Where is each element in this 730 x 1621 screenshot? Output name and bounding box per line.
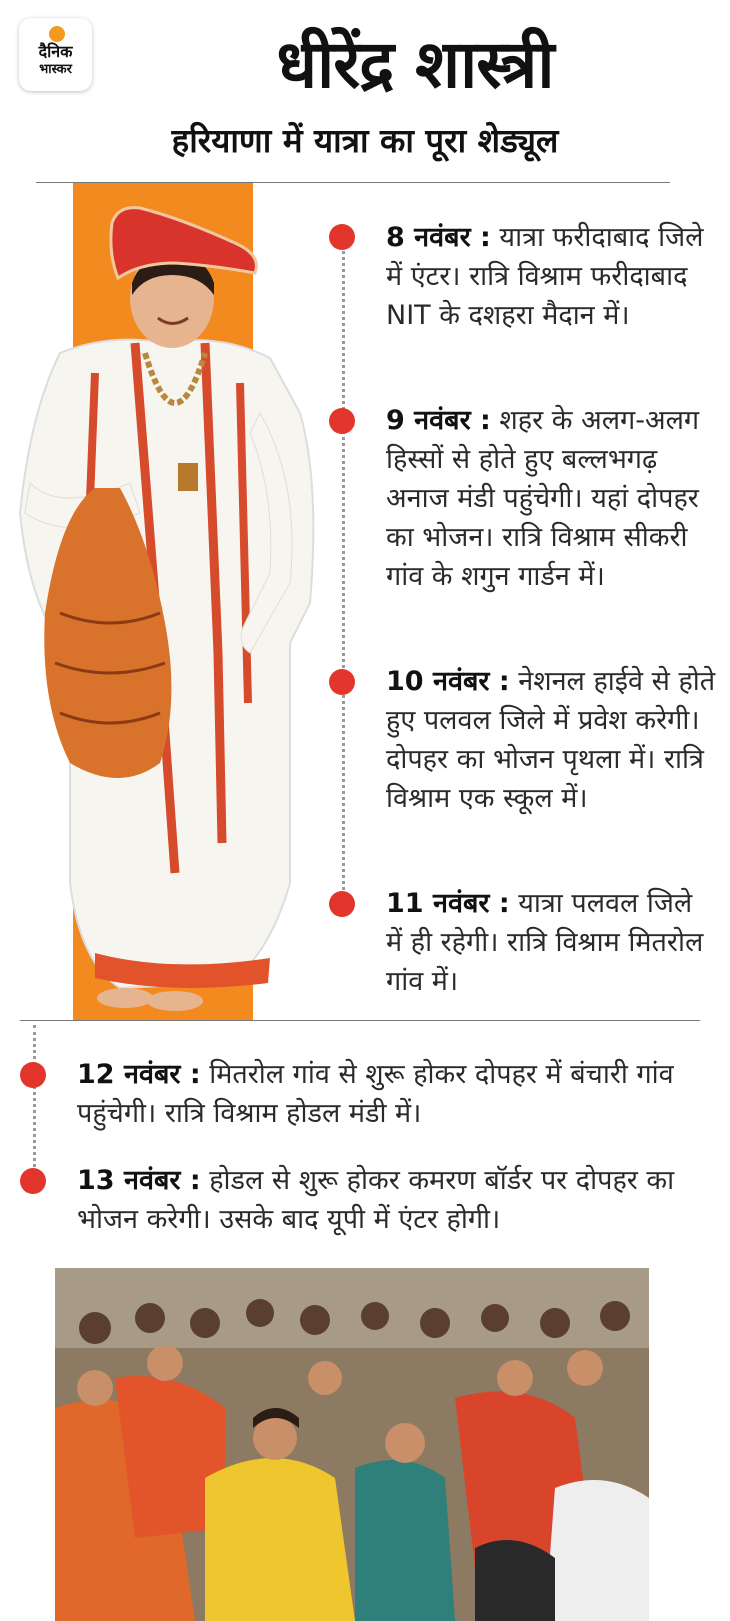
timeline-line	[342, 238, 345, 904]
schedule-entry	[386, 218, 716, 335]
schedule-entry	[386, 662, 716, 818]
schedule-text: शहर के अलग-अलग हिस्सों से होते हुए बल्लभगढ़ अनाज मंडी पहुंचेगी। यहां दोपहर का भोजन। रात्रि विश्राम सीकरी गांव के शगुन गार्डन में।	[386, 405, 700, 592]
logo-line-2: भास्कर	[39, 62, 72, 77]
schedule-date: 10 नवंबर :	[386, 666, 510, 697]
schedule-date: 8 नवंबर :	[386, 222, 491, 253]
schedule-date: 12 नवंबर :	[77, 1059, 201, 1090]
schedule-text: नेशनल हाईवे से होते हुए पलवल जिले में प्रवेश करेगी। दोपहर का भोजन पृथला में। रात्रि विश्राम एक स्कूल में।	[386, 666, 716, 814]
page-title: धीरेंद्र शास्त्री	[276, 26, 554, 103]
brand-logo	[19, 18, 92, 91]
timeline-dot	[329, 669, 355, 695]
page-subtitle: हरियाणा में यात्रा का पूरा शेड्यूल	[171, 121, 559, 160]
timeline-line	[33, 1025, 36, 1185]
timeline-dot	[329, 891, 355, 917]
schedule-entry	[77, 1055, 717, 1133]
schedule-entry	[386, 884, 716, 1001]
schedule-date: 11 नवंबर :	[386, 888, 510, 919]
section-divider	[20, 1020, 700, 1021]
schedule-text: होडल से शुरू होकर कमरण बॉर्डर पर दोपहर का भोजन करेगी। उसके बाद यूपी में एंटर होगी।	[77, 1165, 675, 1235]
schedule-text: यात्रा पलवल जिले में ही रहेगी। रात्रि विश्राम मितरोल गांव में।	[386, 888, 704, 997]
schedule-entry	[77, 1161, 717, 1239]
schedule-date: 13 नवंबर :	[77, 1165, 201, 1196]
schedule-text: यात्रा फरीदाबाद जिले में एंटर। रात्रि विश्राम फरीदाबाद NIT के दशहरा मैदान में।	[386, 222, 704, 331]
saint-portrait-image	[0, 183, 330, 1021]
timeline-dot	[329, 408, 355, 434]
timeline-dot	[329, 224, 355, 250]
timeline-dot	[20, 1168, 46, 1194]
timeline-dot	[20, 1062, 46, 1088]
schedule-date: 9 नवंबर :	[386, 405, 491, 436]
schedule-entry	[386, 401, 716, 596]
logo-line-1: दैनिक	[38, 42, 73, 61]
schedule-text: मितरोल गांव से शुरू होकर दोपहर में बंचारी गांव पहुंचेगी। रात्रि विश्राम होडल मंडी में।	[77, 1059, 674, 1129]
crowd-photo-image	[55, 1268, 649, 1621]
logo-sun-icon	[49, 26, 65, 42]
